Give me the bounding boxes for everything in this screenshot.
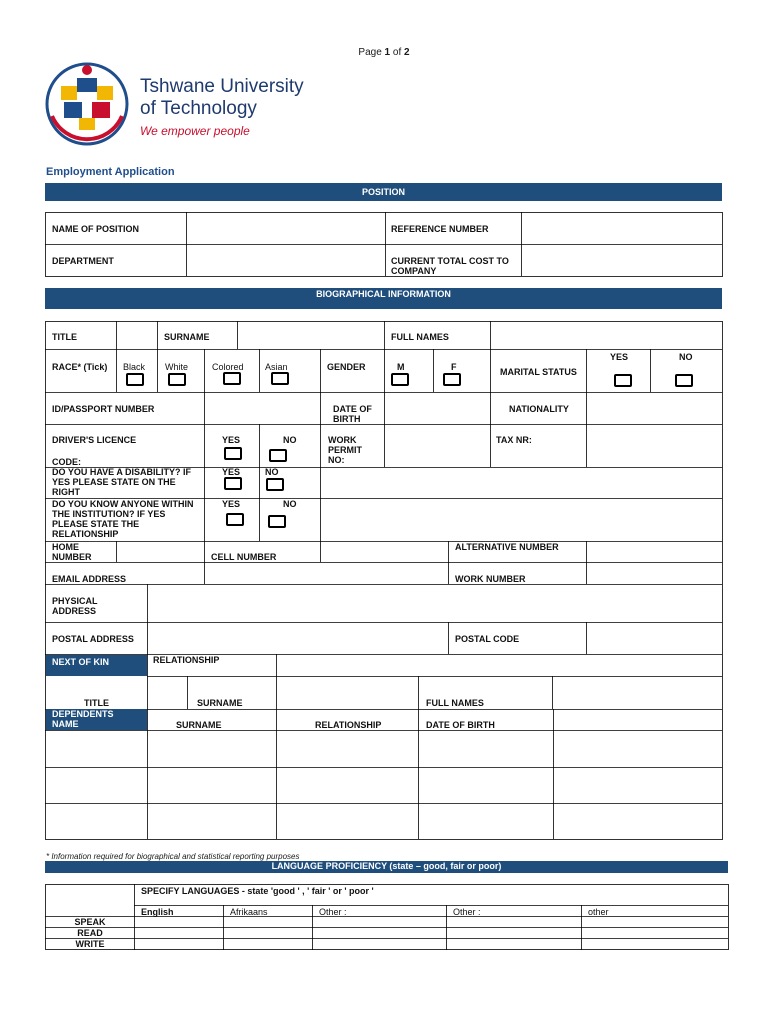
label-alternative-number: ALTERNATIVE NUMBER (455, 542, 559, 552)
label-marital-no: NO (679, 352, 693, 362)
label-dep-relationship: RELATIONSHIP (315, 720, 382, 730)
label-gender-m: M (397, 362, 405, 372)
tagline: We empower people (140, 124, 250, 138)
lang-col-english: English (141, 907, 174, 917)
label-dependents-name: DEPENDENTS NAME (46, 709, 147, 730)
label-know-no: NO (283, 499, 297, 509)
checkbox-know-yes[interactable] (226, 513, 244, 526)
checkbox-gender-m[interactable] (391, 373, 409, 386)
label-home-number: HOME NUMBER (52, 542, 92, 562)
label-name-of-position: NAME OF POSITION (52, 224, 140, 234)
page-indicator: Page 1 of 2 (358, 47, 410, 58)
label-race-white: White (165, 362, 189, 372)
label-postal-address: POSTAL ADDRESS (52, 634, 134, 644)
label-kin-relationship: RELATIONSHIP (153, 655, 220, 665)
footnote: * Information required for biographical and statistical reporting purposes (46, 852, 300, 861)
checkbox-know-no[interactable] (268, 515, 286, 528)
checkbox-race-colored[interactable] (223, 372, 241, 385)
label-physical-address: PHYSICAL ADDRESS (52, 596, 98, 616)
section-position: POSITION (45, 183, 722, 201)
lang-row-speak: SPEAK (74, 917, 106, 927)
lang-col-other-1: Other : (319, 907, 347, 917)
label-surname: SURNAME (164, 332, 210, 342)
label-next-of-kin: NEXT OF KIN (46, 655, 147, 676)
label-know-yes: YES (222, 499, 241, 509)
label-disability-no: NO (265, 467, 279, 477)
lang-col-other-3: other (588, 907, 609, 917)
label-licence-code: CODE: (52, 457, 81, 467)
section-biographical: BIOGRAPHICAL INFORMATION (45, 288, 722, 309)
input-department[interactable] (187, 245, 385, 276)
checkbox-licence-no[interactable] (269, 449, 287, 462)
checkbox-race-white[interactable] (168, 373, 186, 386)
label-race-colored: Colored (212, 362, 244, 372)
label-licence-no: NO (283, 435, 297, 445)
checkbox-race-asian[interactable] (271, 372, 289, 385)
label-disability: DO YOU HAVE A DISABILITY? IF YES PLEASE STATE ON THE RIGHT (52, 467, 192, 497)
lang-col-other-2: Other : (453, 907, 481, 917)
label-tax-nr: TAX NR: (496, 435, 532, 445)
lang-row-write: WRITE (75, 939, 105, 949)
label-date-of-birth: DATE OF BIRTH (333, 404, 372, 424)
label-kin-full-names: FULL NAMES (426, 698, 484, 708)
label-reference-number: REFERENCE NUMBER (391, 224, 489, 234)
label-gender: GENDER (327, 362, 366, 372)
checkbox-disability-yes[interactable] (224, 477, 242, 490)
label-ctc: CURRENT TOTAL COST TO COMPANY (391, 256, 509, 276)
label-email-address: EMAIL ADDRESS (52, 574, 127, 584)
label-kin-title: TITLE (84, 698, 109, 708)
label-race: RACE* (Tick) (52, 362, 108, 372)
checkbox-marital-no[interactable] (675, 374, 693, 387)
section-language: LANGUAGE PROFICIENCY (state – good, fair or poor) (45, 861, 728, 873)
input-ctc[interactable] (522, 245, 722, 276)
label-know-anyone: DO YOU KNOW ANYONE WITHIN THE INSTITUTION? IF YES PLEASE STATE THE RELATIONSHIP (52, 499, 194, 539)
label-nationality: NATIONALITY (509, 404, 569, 414)
label-specify-languages: SPECIFY LANGUAGES - state 'good ' , ' fair ' or ' poor ' (141, 886, 374, 896)
label-title: TITLE (52, 332, 77, 342)
label-cell-number: CELL NUMBER (211, 552, 277, 562)
label-dep-surname: SURNAME (176, 720, 222, 730)
checkbox-licence-yes[interactable] (224, 447, 242, 460)
label-full-names: FULL NAMES (391, 332, 449, 342)
label-licence-yes: YES (222, 435, 241, 445)
label-work-number: WORK NUMBER (455, 574, 526, 584)
label-department: DEPARTMENT (52, 256, 114, 266)
label-id-passport: ID/PASSPORT NUMBER (52, 404, 155, 414)
lang-row-read: READ (77, 928, 103, 938)
university-name: Tshwane University of Technology (140, 76, 304, 119)
checkbox-marital-yes[interactable] (614, 374, 632, 387)
label-marital-status: MARITAL STATUS (500, 367, 577, 377)
label-marital-yes: YES (610, 352, 629, 362)
label-race-black: Black (123, 362, 146, 372)
label-kin-surname: SURNAME (197, 698, 243, 708)
label-work-permit: WORK PERMIT NO: (328, 435, 363, 465)
checkbox-race-black[interactable] (126, 373, 144, 386)
checkbox-disability-no[interactable] (266, 478, 284, 491)
label-postal-code: POSTAL CODE (455, 634, 520, 644)
label-gender-f: F (451, 362, 457, 372)
label-dep-dob: DATE OF BIRTH (426, 720, 495, 730)
checkbox-gender-f[interactable] (443, 373, 461, 386)
label-race-asian: Asian (265, 362, 288, 372)
input-physical-address[interactable] (148, 585, 722, 622)
input-reference-number[interactable] (522, 213, 722, 244)
label-disability-yes: YES (222, 467, 241, 477)
input-name-of-position[interactable] (187, 213, 385, 244)
lang-col-afrikaans: Afrikaans (230, 907, 268, 917)
label-drivers-licence: DRIVER'S LICENCE (52, 435, 137, 445)
document-title: Employment Application (46, 166, 175, 178)
